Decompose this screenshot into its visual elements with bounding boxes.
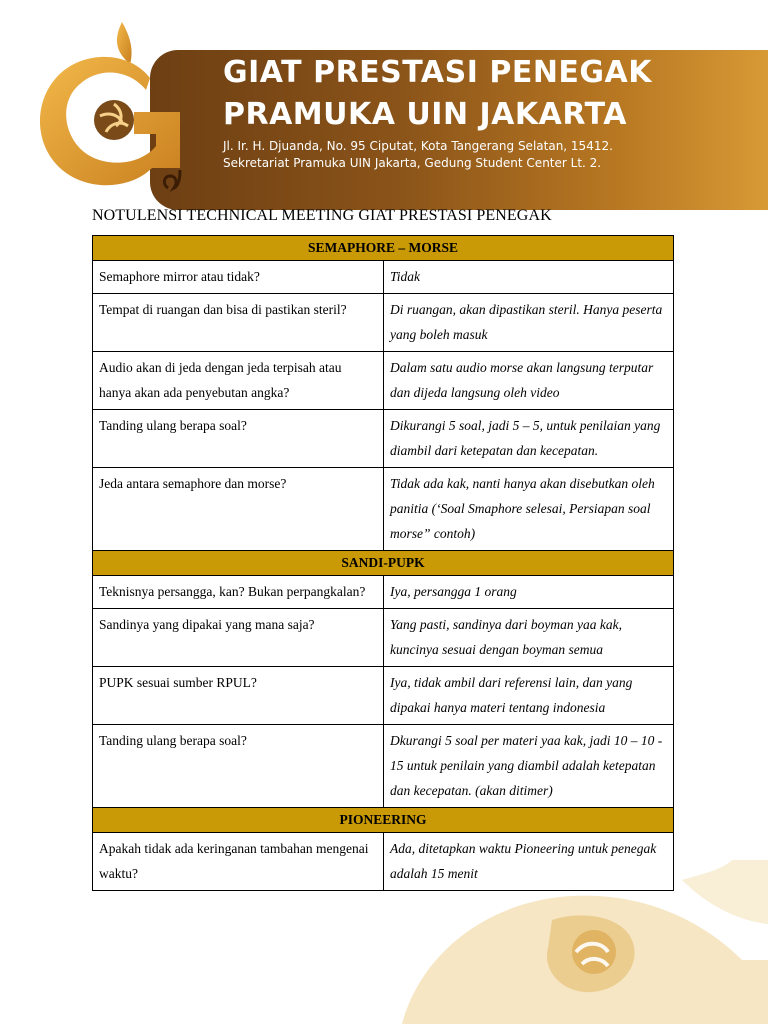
answer-cell: Dikurangi 5 soal, jadi 5 – 5, untuk penilaian yang diambil dari ketepatan dan kecepatan.	[384, 410, 674, 468]
section-header-row	[93, 808, 674, 833]
banner-title-line1: GIAT PRESTASI PENEGAK	[223, 55, 653, 90]
address-line1: Jl. Ir. H. Djuanda, No. 95 Ciputat, Kota Tangerang Selatan, 15412.	[223, 139, 613, 153]
banner-title-line2: PRAMUKA UIN JAKARTA	[223, 97, 627, 132]
table-row	[93, 609, 674, 667]
section-header-row	[93, 236, 674, 261]
banner-address	[223, 138, 613, 172]
answer-cell: Yang pasti, sandinya dari boyman yaa kak, kuncinya sesuai dengan boyman semua	[384, 609, 674, 667]
table-row	[93, 667, 674, 725]
answer-cell: Dalam satu audio morse akan langsung terputar dan dijeda langsung oleh video	[384, 352, 674, 410]
table-row	[93, 576, 674, 609]
header-banner	[30, 20, 768, 196]
question-cell: Apakah tidak ada keringanan tambahan mengenai waktu?	[93, 833, 384, 891]
table-row	[93, 261, 674, 294]
answer-cell: Ada, ditetapkan waktu Pioneering untuk penegak adalah 15 menit	[384, 833, 674, 891]
question-cell: Tanding ulang berapa soal?	[93, 410, 384, 468]
question-cell: PUPK sesuai sumber RPUL?	[93, 667, 384, 725]
minutes-table	[92, 235, 674, 891]
question-cell: Jeda antara semaphore dan morse?	[93, 468, 384, 551]
section-heading: SEMAPHORE – MORSE	[93, 236, 674, 261]
question-cell: Teknisnya persangga, kan? Bukan perpangkalan?	[93, 576, 384, 609]
section-heading: SANDI-PUPK	[93, 551, 674, 576]
question-cell: Audio akan di jeda dengan jeda terpisah atau hanya akan ada penyebutan angka?	[93, 352, 384, 410]
answer-cell: Iya, tidak ambil dari referensi lain, dan yang dipakai hanya materi tentang indonesia	[384, 667, 674, 725]
banner-title	[223, 52, 652, 136]
answer-cell: Tidak	[384, 261, 674, 294]
section-heading: PIONEERING	[93, 808, 674, 833]
pramuka-logo	[30, 20, 200, 196]
document-title: NOTULENSI TECHNICAL MEETING GIAT PRESTASI PENEGAK	[92, 207, 552, 224]
answer-cell: Di ruangan, akan dipastikan steril. Hanya peserta yang boleh masuk	[384, 294, 674, 352]
answer-cell: Dkurangi 5 soal per materi yaa kak, jadi 10 – 10 - 15 untuk penilain yang diambil adalah ketepatan dan kecepatan. (akan ditimer)	[384, 725, 674, 808]
question-cell: Tanding ulang berapa soal?	[93, 725, 384, 808]
table-row	[93, 410, 674, 468]
question-cell: Sandinya yang dipakai yang mana saja?	[93, 609, 384, 667]
answer-cell: Iya, persangga 1 orang	[384, 576, 674, 609]
table-row	[93, 833, 674, 891]
question-cell: Tempat di ruangan dan bisa di pastikan steril?	[93, 294, 384, 352]
answer-cell: Tidak ada kak, nanti hanya akan disebutkan oleh panitia (‘Soal Smaphore selesai, Persiapan soal morse” contoh)	[384, 468, 674, 551]
table-row	[93, 294, 674, 352]
table-row	[93, 468, 674, 551]
section-header-row	[93, 551, 674, 576]
address-line2: Sekretariat Pramuka UIN Jakarta, Gedung Student Center Lt. 2.	[223, 156, 602, 170]
table-row	[93, 725, 674, 808]
table-row	[93, 352, 674, 410]
question-cell: Semaphore mirror atau tidak?	[93, 261, 384, 294]
